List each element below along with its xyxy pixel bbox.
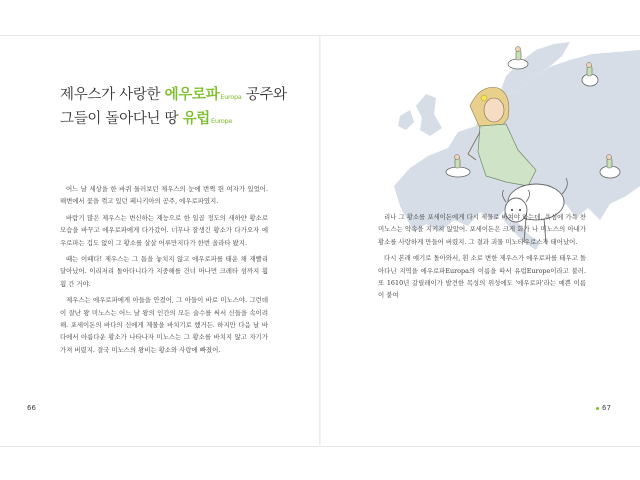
- right-paragraph: 리나 그 황소를 포세이돈에게 다시 제물로 바쳐야 하는데, 욕심에 가득 찬 미노스는 약속을 지키지 않았어. 포세이돈은 크게 화가 나 미노스의 아내가 황소를 사랑하게 만들어 버렸지. 그 결과 괴물 미노타우로스가 태어났어.: [378, 213, 586, 246]
- title-highlight-europe: 유럽: [182, 111, 211, 127]
- small-bull-rider-icon: [508, 47, 528, 70]
- left-paragraph: 제우스는 에우로파에게 아들을 안겼어, 그 아들이 바로 미노스야. 그런데 이 잘난 왕 미노스는 어느 날 왕의 인간의 모든 술수를 써서 신들을 속이려 해. 포세이돈의 바다의 신에게 제물을 바치기로 했거든. 하지만 다음 날 바다에서 아름다운 황소가 나타나자 미노스는 그 황소를 바치지 않고 자기가 가져 버렸지. 결국 미노스의 왕비는 황소와 사랑에 빠졌어.: [60, 296, 268, 354]
- title-sub-europa: Europa: [220, 93, 242, 101]
- right-body-text: [378, 211, 586, 306]
- left-paragraph: 때는 이때다! 제우스는 그 틈을 놓치지 않고 에우로파를 태운 채 재빨리 달아났어. 이리저리 돌아다니다가 지중해를 건너 머나먼 크레타 섬까지 훨훨 간 거야.: [60, 255, 268, 288]
- left-paragraph: 바람기 많은 제우스는 변신하는 재능으로 한 일곱 정도의 새하얀 황소로 모습을 바꾸고 에우로파에게 다가갔어. 너무나 잘생긴 황소가 다가오자 에우로파는 겁도 없이 그 황소를 살살 어루만지다가 한번 올라타 봤지.: [60, 213, 268, 247]
- ireland-shape: [398, 110, 414, 130]
- britain-shape: [416, 94, 442, 136]
- title-sub-europe: Europe: [211, 117, 233, 125]
- page-marker-dot: [596, 407, 599, 410]
- page-number-right-label: 67: [602, 404, 611, 412]
- title-line-2: [60, 108, 300, 132]
- title-line-1: [60, 84, 300, 108]
- page-number-left: 66: [27, 404, 36, 412]
- title-line2-prefix: 그들이 돌아다닌 땅: [60, 111, 183, 127]
- left-paragraph: 어느 날 세상을 한 바퀴 둘러보던 제우스의 눈에 번쩍 띈 여자가 있었어. 해변에서 꽃을 꺾고 있던 페니키아의 공주, 에우로파였지.: [60, 185, 268, 206]
- chapter-title: [60, 84, 300, 132]
- title-highlight-europa: 에우로파: [164, 87, 220, 103]
- right-paragraph: 다시 본래 얘기로 돌아와서, 흰 소로 변한 제우스가 에우로파를 태우고 돌아다닌 지역을 에우로파Europa의 이름을 따서 유럽Europe이라고 불러. 또 1610년 갈릴레이가 발견한 목성의 위성에도 '에우로파'라는 예쁜 이름이 붙여: [378, 254, 586, 300]
- left-body-text: [60, 183, 268, 360]
- book-gutter: [319, 35, 321, 445]
- title-line1-suffix: 공주와: [241, 87, 287, 103]
- title-line1-prefix: 제우스가 사랑한: [60, 87, 165, 103]
- page-number-right: [596, 404, 611, 412]
